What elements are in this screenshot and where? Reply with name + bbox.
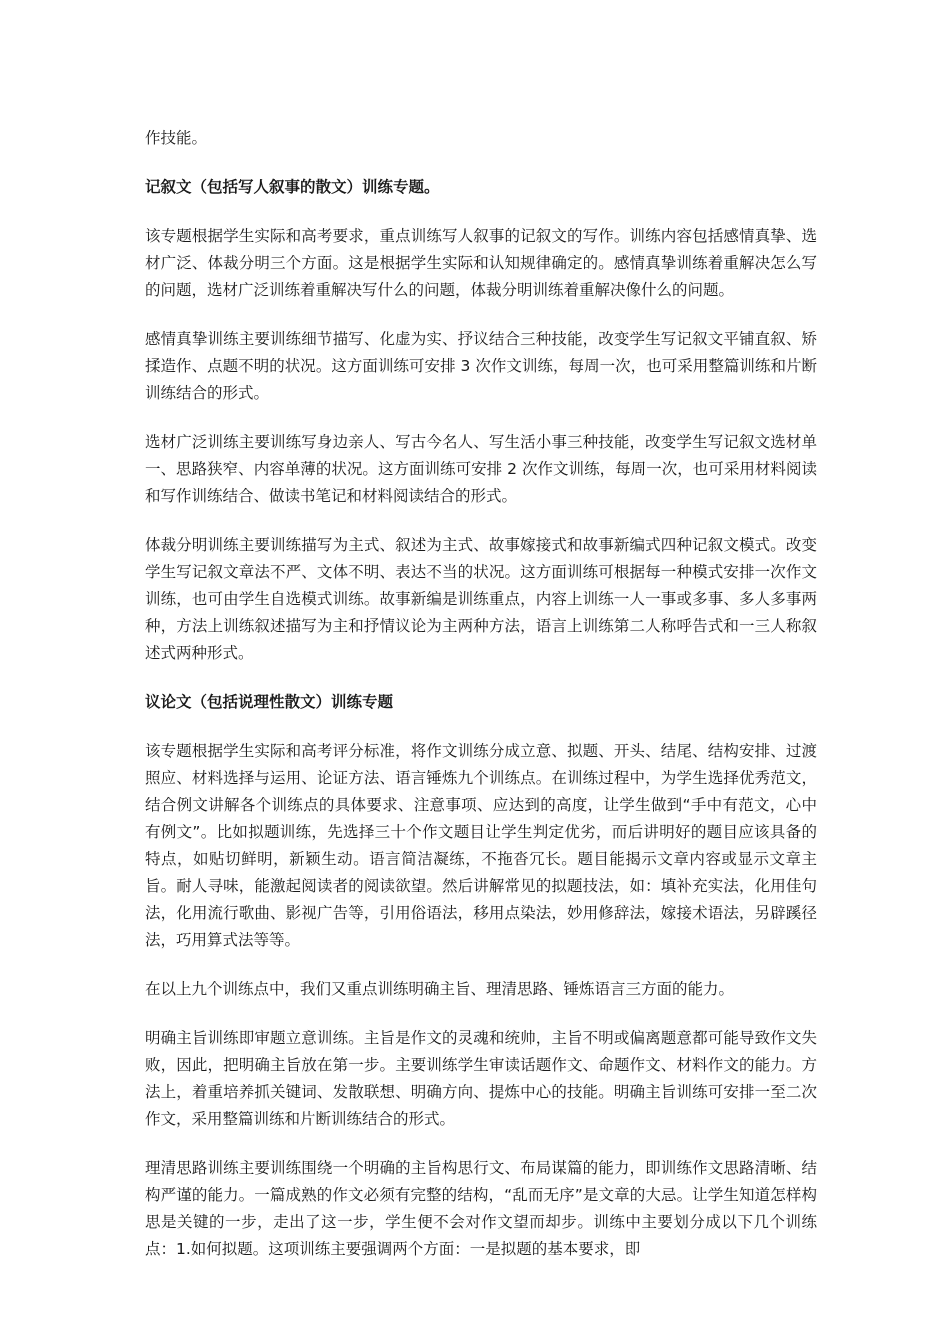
paragraph-argumentative-overview: 该专题根据学生实际和高考评分标准，将作文训练分成立意、拟题、开头、结尾、结构安排、过渡照应、材料选择与运用、论证方法、语言锤炼九个训练点。在训练过程中，为学生选择优秀范文，结合例文讲解各个训练点的具体要求、注意事项、应达到的高度，让学生做到“手中有范文，心中有例文”。比如拟题训练，先选择三十个作文题目让学生判定优劣，而后讲明好的题目应该具备的特点，如贴切鲜明，新颖生动。语言简洁凝练，不拖沓冗长。题目能揭示文章内容或显示文章主旨。耐人寻味，能激起阅读者的阅读欲望。然后讲解常见的拟题技法，如：填补充实法，化用佳句法，化用流行歌曲、影视广告等，引用俗语法，移用点染法，妙用修辞法，嫁接术语法，另辟蹊径法，巧用算式法等等。 xyxy=(145,742,817,949)
paragraph-genre-training: 体裁分明训练主要训练描写为主式、叙述为主式、故事嫁接式和故事新编式四种记叙文模式。改变学生写记叙文章法不严、文体不明、表达不当的状况。这方面训练可根据每一种模式安排一次作文训练，也可由学生自选模式训练。故事新编是训练重点，内容上训练一人一事或多事、多人多事两种，方法上训练叙述描写为主和抒情议论为主两种方法，语言上训练第二人称呼告式和一三人称叙述式两种形式。 xyxy=(145,536,817,662)
section-heading-narrative: 记叙文（包括写人叙事的散文）训练专题。 xyxy=(145,178,440,196)
paragraph-emotion-training: 感情真挚训练主要训练细节描写、化虚为实、抒议结合三种技能，改变学生写记叙文平铺直叙、矫揉造作、点题不明的状况。这方面训练可安排 3 次作文训练，每周一次，也可采用整篇训练和片断训练结合的形式。 xyxy=(145,330,817,402)
paragraph-structure-training: 理清思路训练主要训练围绕一个明确的主旨构思行文、布局谋篇的能力，即训练作文思路清晰、结构严谨的能力。一篇成熟的作文必须有完整的结构，“乱而无序”是文章的大忌。让学生知道怎样构思是关键的一步，走出了这一步，学生便不会对作文望而却步。训练中主要划分成以下几个训练点：1.如何拟题。这项训练主要强调两个方面：一是拟题的基本要求，即 xyxy=(145,1159,817,1258)
section-heading-argumentative: 议论文（包括说理性散文）训练专题 xyxy=(145,693,394,711)
paragraph-theme-training: 明确主旨训练即审题立意训练。主旨是作文的灵魂和统帅，主旨不明或偏离题意都可能导致作文失败，因此，把明确主旨放在第一步。主要训练学生审读话题作文、命题作文、材料作文的能力。方法上，着重培养抓关键词、发散联想、明确方向、提炼中心的技能。明确主旨训练可安排一至二次作文，采用整篇训练和片断训练结合的形式。 xyxy=(145,1029,817,1128)
paragraph-narrative-overview: 该专题根据学生实际和高考要求，重点训练写人叙事的记叙文的写作。训练内容包括感情真挚、选材广泛、体裁分明三个方面。这是根据学生实际和认知规律确定的。感情真挚训练着重解决怎么写的问题，选材广泛训练着重解决写什么的问题，体裁分明训练着重解决像什么的问题。 xyxy=(145,227,817,299)
paragraph-material-training: 选材广泛训练主要训练写身边亲人、写古今名人、写生活小事三种技能，改变学生写记叙文选材单一、思路狭窄、内容单薄的状况。这方面训练可安排 2 次作文训练，每周一次，也可采用材料阅读和写作训练结合、做读书笔记和材料阅读结合的形式。 xyxy=(145,433,817,505)
paragraph-intro-tail: 作技能。 xyxy=(145,129,208,147)
document-page xyxy=(145,125,817,1285)
paragraph-nine-points: 在以上九个训练点中，我们又重点训练明确主旨、理清思路、锤炼语言三方面的能力。 xyxy=(145,980,735,998)
